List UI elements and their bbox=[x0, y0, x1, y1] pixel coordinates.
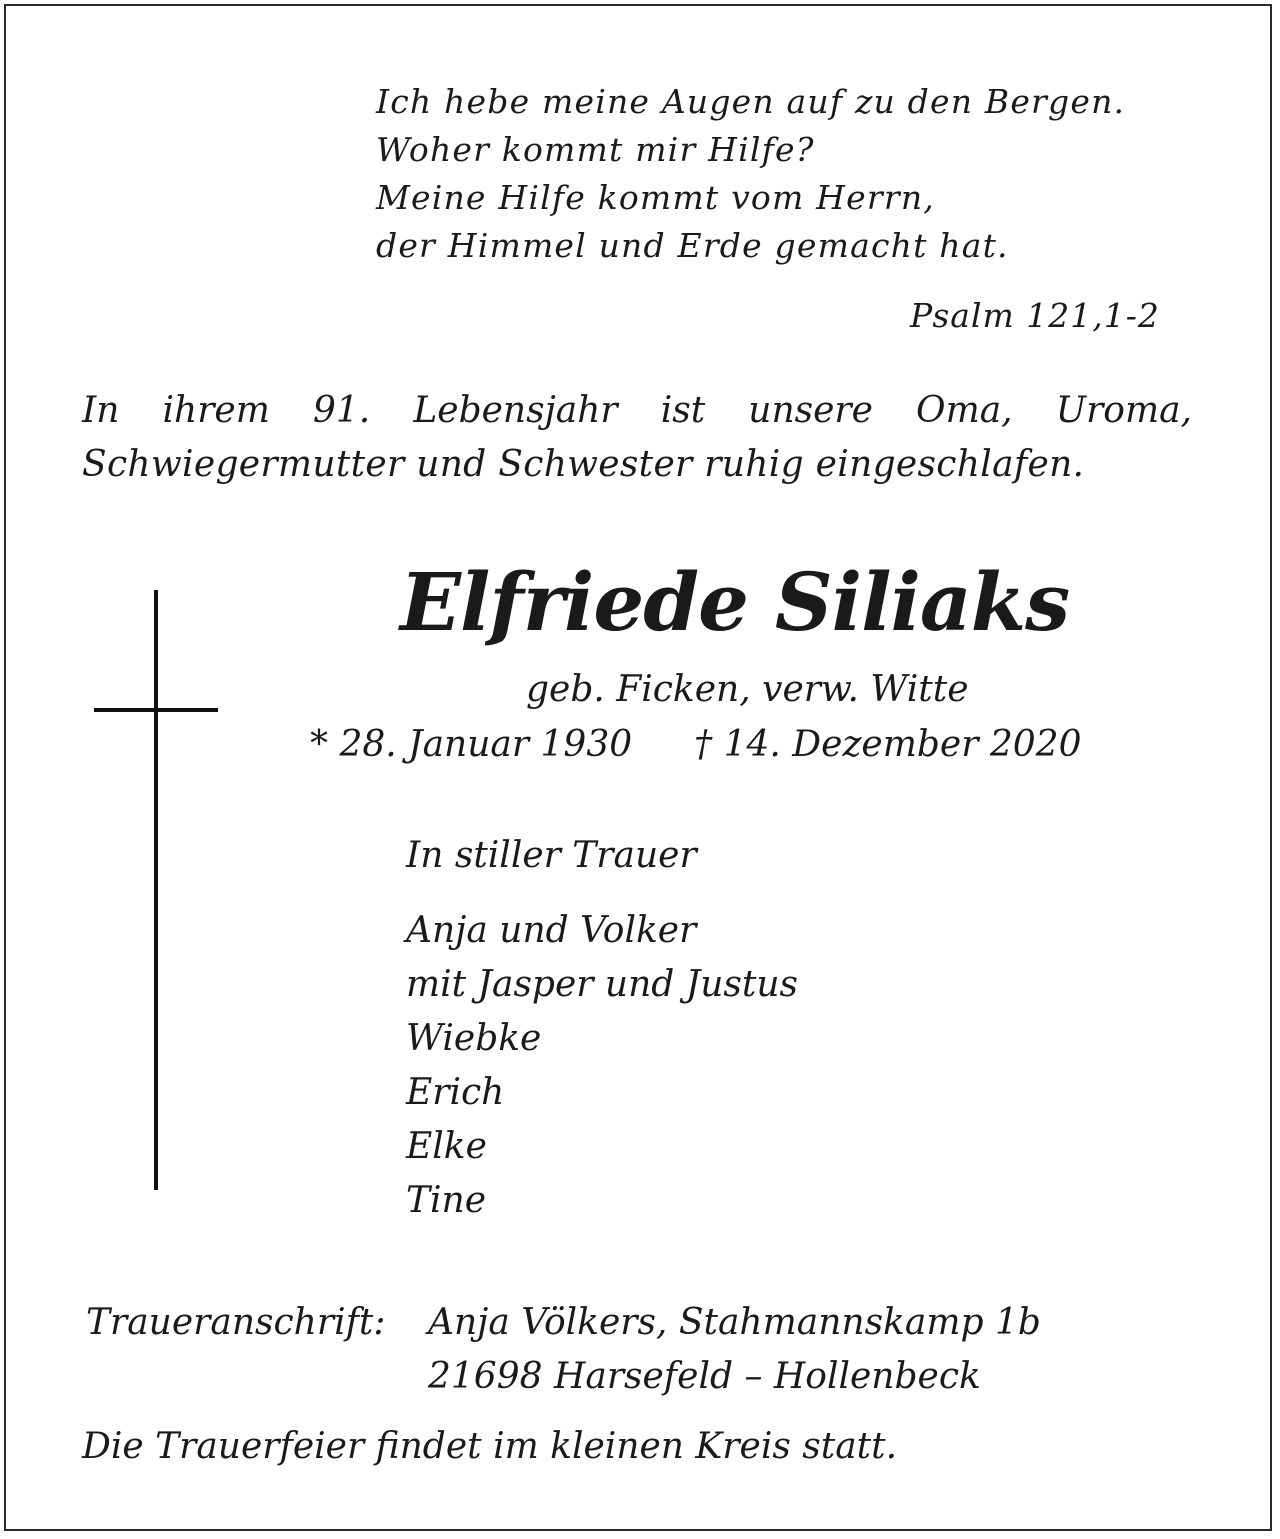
life-dates bbox=[310, 719, 1081, 771]
mourning-heading: In stiller Trauer bbox=[406, 835, 697, 876]
intro-line-1: In ihrem 91. Lebensjahr ist unsere Oma, Uroma, bbox=[82, 390, 1192, 431]
mourner-name: Erich bbox=[406, 1072, 505, 1113]
psalm-line-4: der Himmel und Erde gemacht hat. bbox=[376, 226, 1009, 265]
address-line-1: Anja Völkers, Stahmannskamp 1b bbox=[428, 1302, 1041, 1343]
psalm-reference: Psalm 121,1-2 bbox=[910, 296, 1160, 335]
mourner-name: mit Jasper und Justus bbox=[406, 964, 799, 1005]
birth-date: * 28. Januar 1930 bbox=[310, 724, 633, 765]
intro-line-2: Schwiegermutter und Schwester ruhig eingeschlafen. bbox=[82, 444, 1085, 485]
psalm-line-3: Meine Hilfe kommt vom Herrn, bbox=[376, 178, 935, 217]
mourner-name: Elke bbox=[406, 1126, 487, 1167]
psalm-line-1: Ich hebe meine Augen auf zu den Bergen. bbox=[376, 82, 1126, 121]
ceremony-note: Die Trauerfeier findet im kleinen Kreis statt. bbox=[82, 1426, 898, 1467]
mourner-name: Wiebke bbox=[406, 1018, 542, 1059]
deceased-name: Elfriede Siliaks bbox=[400, 555, 1070, 649]
mourner-name: Anja und Volker bbox=[406, 910, 697, 951]
cross-icon-bar bbox=[94, 708, 218, 712]
address-line-2: 21698 Harsefeld – Hollenbeck bbox=[428, 1356, 981, 1397]
maiden-name: geb. Ficken, verw. Witte bbox=[526, 669, 969, 710]
death-date: † 14. Dezember 2020 bbox=[694, 724, 1082, 765]
cross-icon bbox=[154, 590, 158, 1190]
mourner-name: Tine bbox=[406, 1180, 487, 1221]
address-label: Traueranschrift: bbox=[86, 1302, 386, 1343]
psalm-line-2: Woher kommt mir Hilfe? bbox=[376, 130, 815, 169]
